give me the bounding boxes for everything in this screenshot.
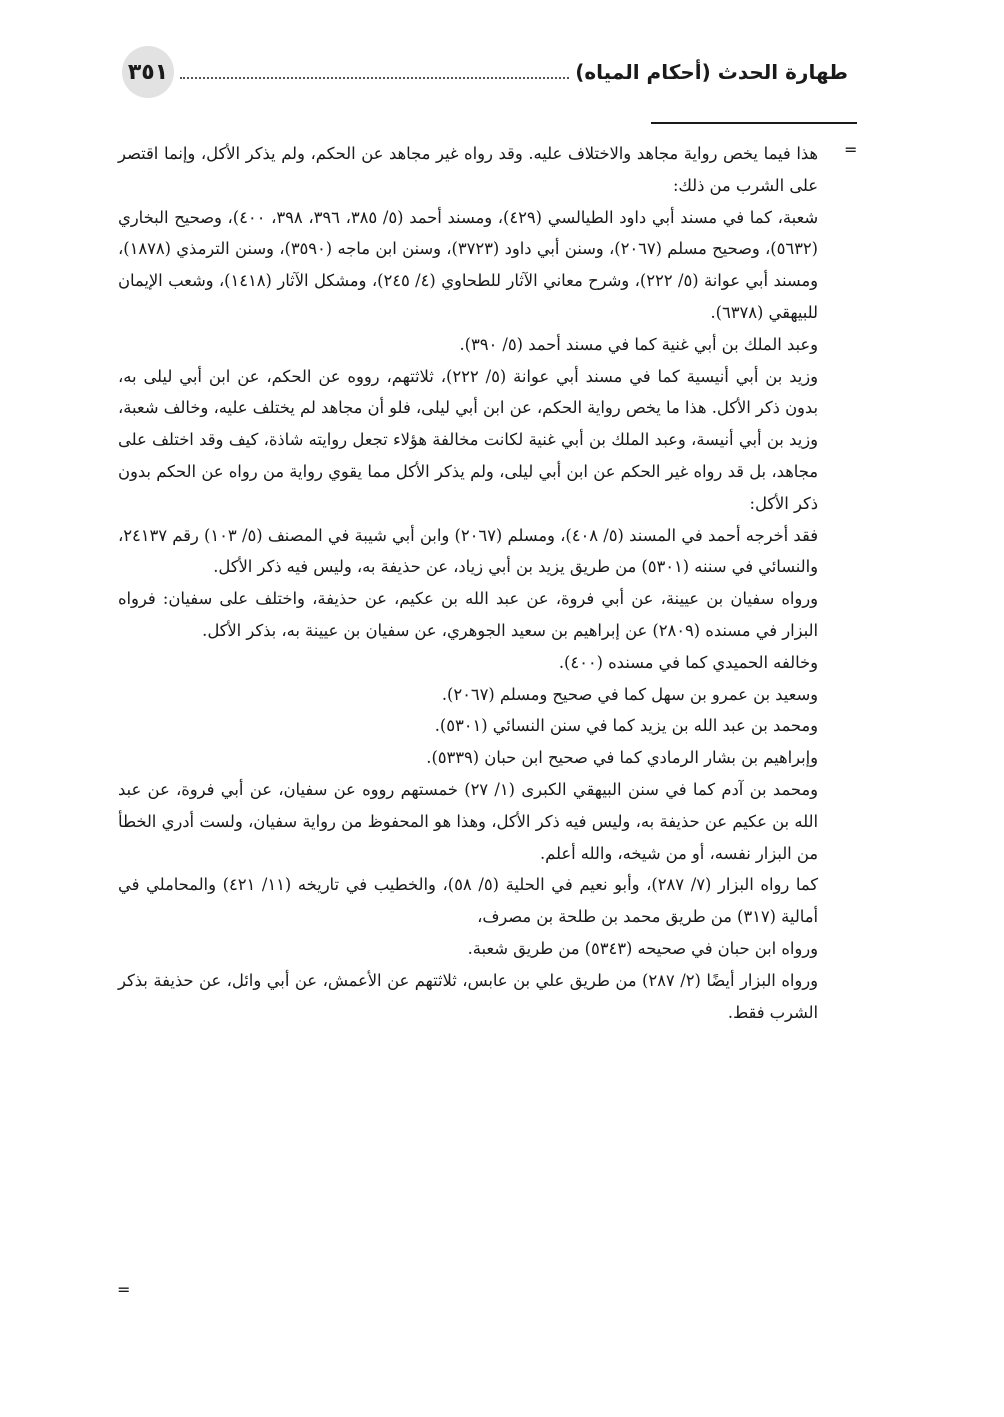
paragraph: وزيد بن أبي أنيسية كما في مسند أبي عوانة (٥/ ٢٢٢)، ثلاثتهم، رووه عن الحكم، عن ابن أبي ليلى به، بدون ذكر الأكل. هذا ما يخص رواية الحكم، عن ابن أبي ليلى، فلو أن مجاهد لم يختلف عليه، وخالف شعبة، وزيد بن أبي أنيسة، وعبد الملك بن أبي غنية لكانت مخالفة هؤلاء تجعل روايته شاذة، كيف وقد اختلف على مجاهد، بل قد رواه غير الحكم عن ابن أبي ليلى، ولم يذكر الأكل مما يقوي رواية من رواه عن الحكم بدون ذكر الأكل: [118, 366, 818, 513]
paragraph: وعبد الملك بن أبي غنية كما في مسند أحمد (٥/ ٣٩٠). [459, 334, 818, 354]
continuation-from-mark: = [844, 140, 858, 159]
paragraph: ورواه سفيان بن عيينة، عن أبي فروة، عن عبد الله بن عكيم، عن حذيفة، واختلف على سفيان: فرواه البزار في مسنده (٢٨٠٩) عن إبراهيم بن سعيد الجوهري، عن سفيان بن عيينة به، بذكر الأكل. [118, 589, 818, 640]
paragraph: فقد أخرجه أحمد في المسند (٥/ ٤٠٨)، ومسلم (٢٠٦٧) وابن أبي شيبة في المصنف (٥/ ١٠٣) رقم ٢٤١٣٧، والنسائي في سننه (٥٣٠١) من طريق يزيد بن أبي زياد، عن حذيفة به، وليس فيه ذكر الأكل. [118, 525, 818, 577]
header-dotted-leader [180, 77, 569, 79]
paragraph: شعبة، كما في مسند أبي داود الطيالسي (٤٢٩)، ومسند أحمد (٥/ ٣٨٥، ٣٩٦، ٣٩٨، ٤٠٠)، وصحيح البخاري (٥٦٣٢)، وصحيح مسلم (٢٠٦٧)، وسنن أبي داود (٣٧٢٣)، وسنن ابن ماجه (٣٥٩٠)، وسنن الترمذي (١٨٧٨)، ومسند أبي عوانة (٥/ ٢٢٢)، وشرح معاني الآثار للطحاوي (٤/ ٢٤٥)، ومشكل الآثار (١٤١٨)، وشعب الإيمان للبيهقي (٦٣٧٨). [118, 207, 819, 322]
paragraph: ورواه ابن حبان في صحيحه (٥٣٤٣) من طريق شعبة. [467, 938, 818, 958]
page-number-badge: ٣٥١ [122, 46, 174, 98]
paragraph: وإبراهيم بن بشار الرمادي كما في صحيح ابن حبان (٥٣٣٩). [426, 748, 818, 768]
continuation-to-mark: = [117, 1280, 131, 1299]
paragraph: ومحمد بن آدم كما في سنن البيهقي الكبرى (١/ ٢٧) خمستهم رووه عن سفيان، عن أبي فروة، عن عبد الله بن عكيم عن حذيفة به، وليس فيه ذكر الأكل، وهذا هو المحفوظ من رواية سفيان، ولست أدري الخطأ من البزار نفسه، أو من شيخه، والله أعلم. [118, 779, 818, 863]
paragraph: ورواه البزار أيضًا (٢/ ٢٨٧) من طريق علي بن عابس، ثلاثتهم عن الأعمش، عن أبي وائل، عن حذيفة بذكر الشرب فقط. [118, 970, 818, 1022]
footnote-separator-rule [651, 122, 857, 124]
footnote-body [118, 138, 818, 1028]
paragraph: هذا فيما يخص رواية مجاهد والاختلاف عليه. وقد رواه غير مجاهد عن الحكم، ولم يذكر الأكل، وإنما اقتصر على الشرب من ذلك: [118, 144, 818, 195]
paragraph: كما رواه البزار (٧/ ٢٨٧)، وأبو نعيم في الحلية (٥/ ٥٨)، والخطيب في تاريخه (١١/ ٤٢١) والمحاملي في أمالية (٣١٧) من طريق محمد بن طلحة بن مصرف، [118, 875, 818, 927]
chapter-title: طهارة الحدث (أحكام المياه) [575, 60, 848, 84]
paragraph: وخالفه الحميدي كما في مسنده (٤٠٠). [558, 652, 818, 672]
page-header [108, 44, 848, 100]
paragraph: وسعيد بن عمرو بن سهل كما في صحيح ومسلم (٢٠٦٧). [441, 684, 818, 704]
paragraph: ومحمد بن عبد الله بن يزيد كما في سنن النسائي (٥٣٠١). [434, 716, 818, 736]
